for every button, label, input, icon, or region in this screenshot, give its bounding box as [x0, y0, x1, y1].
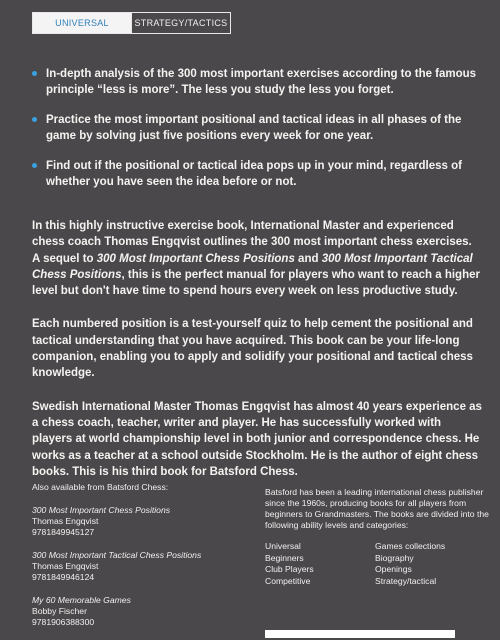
book-title: My 60 Memorable Games	[32, 595, 131, 605]
book-isbn: 9781906388300	[32, 617, 95, 627]
description	[32, 218, 482, 497]
bullet-dot-icon	[32, 117, 37, 122]
category-item: Strategy/tactical	[375, 575, 437, 586]
text-run: , this is the perfect manual for players who want to reach a higher level but don't have time to spend hours every week on less productive study.	[32, 268, 480, 298]
book-title: 300 Most Important Tactical Chess Positions	[32, 550, 202, 560]
also-available-list	[32, 482, 242, 640]
feature-bullet-list	[32, 66, 482, 204]
category-item: Games collections	[375, 541, 446, 551]
book-isbn: 9781849946124	[32, 572, 95, 582]
book-entry	[32, 550, 242, 583]
text-run: and	[294, 252, 322, 265]
book-author: Thomas Engqvist	[32, 561, 99, 571]
bullet-item	[32, 112, 482, 144]
bullet-text: Practice the most important positional and tactical ideas in all phases of the game by solving just five positions every week for one year.	[46, 114, 462, 142]
category-list	[265, 541, 490, 587]
description-paragraph	[32, 218, 482, 299]
book-author: Bobby Fischer	[32, 606, 87, 616]
barcode-area	[265, 630, 455, 638]
bullet-dot-icon	[32, 71, 37, 76]
category-item: Beginners	[265, 552, 304, 563]
category-item: Biography	[375, 552, 414, 563]
text-run: In this highly instructive exercise book, International Master and experienced chess coach Thomas Engqvist outlines the 300 most important chess exercises. A sequel to	[32, 220, 472, 265]
bullet-dot-icon	[32, 163, 37, 168]
publisher-text: Batsford has been a leading international chess publisher since the 1960s, producing books for all players from beginners to Grandmasters. The books are divided into the following ability levels and categories:	[265, 487, 489, 530]
tab-universal: UNIVERSAL	[33, 13, 131, 33]
book-title-ref: 300 Most Important Chess Positions	[96, 252, 295, 265]
book-entry	[32, 595, 242, 628]
book-author: Thomas Engqvist	[32, 516, 99, 526]
bullet-item	[32, 66, 482, 98]
book-isbn: 9781849945127	[32, 527, 95, 537]
book-title: 300 Most Important Chess Positions	[32, 505, 171, 515]
bullet-text: In-depth analysis of the 300 most important exercises according to the famous principle “less is more”. The less you study the less you forget.	[46, 68, 477, 96]
category-item: Club Players	[265, 564, 314, 574]
bullet-text: Find out if the positional or tactical idea pops up in your mind, regardless of whether you have seen the idea before or not.	[46, 160, 462, 188]
author-bio: Swedish International Master Thomas Engqvist has almost 40 years experience as a chess coach, teacher, writer and player. He has successfully worked with players at world championship level in both junior and correspondence chess. He works as a teacher at a school outside Stockholm. He is the author of eight chess books. This is his third book for Batsford Chess.	[32, 400, 482, 478]
category-tabs	[32, 12, 231, 34]
category-item: Universal	[265, 541, 301, 551]
category-item: Openings	[375, 564, 412, 574]
publisher-info	[265, 487, 490, 587]
also-available-heading: Also available from Batsford Chess:	[32, 482, 169, 492]
category-item: Competitive	[265, 575, 311, 586]
tab-strategy-tactics: STRATEGY/TACTICS	[131, 13, 230, 33]
description-paragraph: Each numbered position is a test-yourself quiz to help cement the positional and tactical understanding that you have acquired. This book can be your life-long companion, enabling you to apply and solidify your positional and tactical chess knowledge.	[32, 318, 473, 380]
book-entry	[32, 505, 242, 538]
book-title-ref: 300 Most Important Tactical Chess Positions	[32, 252, 473, 281]
bullet-item	[32, 158, 482, 190]
